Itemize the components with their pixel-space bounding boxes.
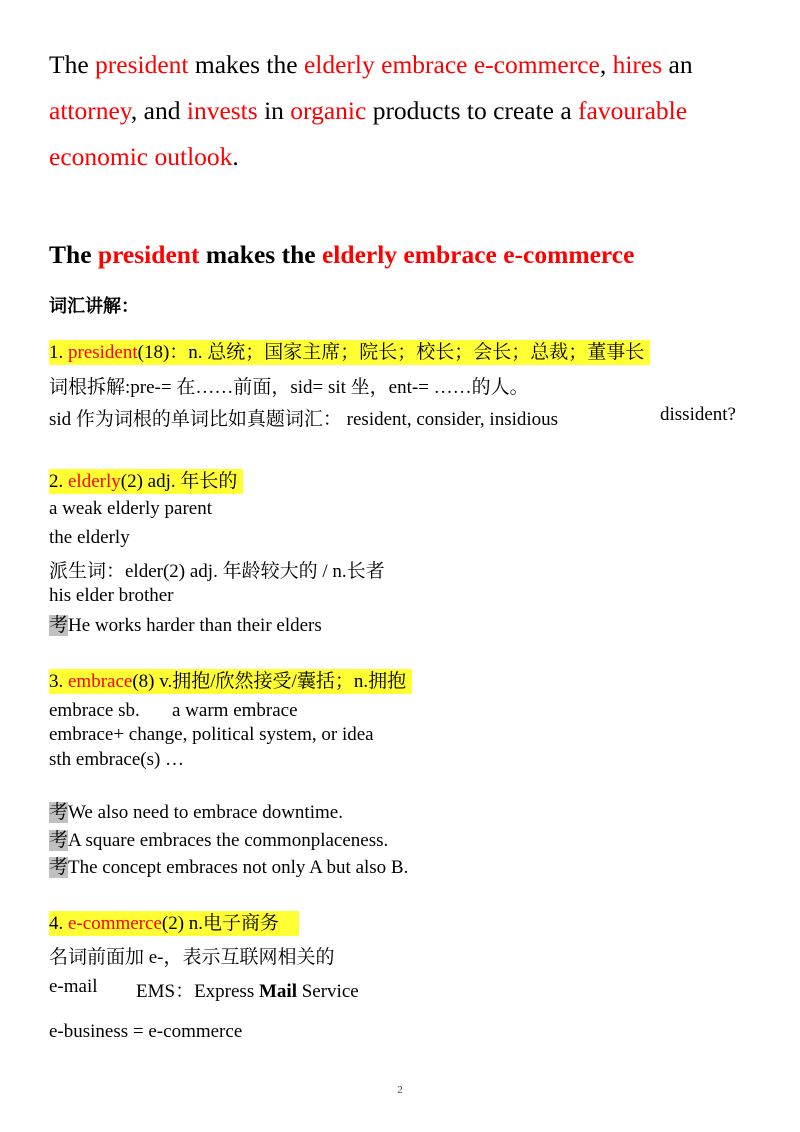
item-highlight [49,469,243,494]
exam-line [49,610,322,637]
intro-text: products to create a [366,96,579,125]
heading-keyword: elderly embrace e-commerce [321,240,635,269]
exam-marker: 考 [49,615,69,636]
item-elderly-title [49,466,243,493]
item-line: a weak elderly parent [49,498,212,519]
heading-keyword: president [97,240,200,269]
item-line: his elder brother [49,585,174,606]
exam-line [49,797,343,824]
exam-marker: 考 [49,802,69,823]
item-word: embrace [68,671,133,692]
page-number: 2 [397,1084,403,1096]
intro-line-1 [49,42,693,88]
item-highlight [49,911,299,936]
intro-text: makes the [188,50,304,79]
item-line: embrace sb. [49,700,140,721]
ems-emphasis: Mail [258,981,297,1002]
intro-text: , and [130,96,187,125]
heading-text: makes the [199,240,322,269]
item-line: 名词前面加 e-，表示互联网相关的 [49,947,335,968]
intro-text: . [232,142,239,171]
item-line: e-business = e-commerce [49,1021,243,1042]
ems-text: EMS：Express [136,981,259,1002]
item-definition: (8) v.拥抱/欣然接受/囊括；n.拥抱 [132,671,407,692]
intro-keyword: economic outlook [49,142,233,171]
intro-keyword: invests [186,96,258,125]
item-line: 词根拆解:pre-= 在……前面，sid= sit 坐，ent-= ……的人。 [49,377,529,398]
item-line: sth embrace(s) … [49,749,185,770]
intro-text: an [662,50,693,79]
intro-keyword: favourable [578,96,688,125]
exam-line [49,825,388,852]
vocab-label: 词汇讲解： [49,296,139,317]
item-number: 1. [49,342,68,363]
ems-text: Service [296,981,359,1002]
exam-sentence: He works harder than their elders [68,615,322,636]
item-line: dissident? [660,404,736,425]
item-line: e-mail [49,976,98,997]
item-embrace-title [49,666,412,693]
item-line: 派生词：elder(2) adj. 年龄较大的 / n.长者 [49,561,385,582]
item-line: a warm embrace [172,700,298,721]
intro-keyword: organic [290,96,367,125]
intro-text: , [599,50,613,79]
intro-keyword: attorney [49,96,131,125]
item-ecommerce-title [49,908,299,935]
item-number: 4. [49,913,68,934]
section-heading [49,240,634,270]
exam-sentence: We also need to embrace downtime. [68,802,343,823]
heading-text: The [49,240,98,269]
exam-sentence: A square embraces the commonplaceness. [68,830,389,851]
item-number: 3. [49,671,68,692]
item-highlight [49,669,412,694]
exam-marker: 考 [49,857,69,878]
exam-sentence: The concept embraces not only A but also B. [68,857,409,878]
ems-line [136,976,359,1003]
item-line: the elderly [49,527,130,548]
item-president-title [49,337,650,364]
intro-text: The [49,50,96,79]
intro-text: in [257,96,291,125]
exam-marker: 考 [49,830,69,851]
item-definition: (18)：n. 总统；国家主席；院长；校长；会长；总裁；董事长 [137,342,645,363]
item-word: e-commerce [68,913,162,934]
exam-line [49,852,408,879]
intro-keyword: president [95,50,189,79]
intro-line-2 [49,88,687,134]
item-definition: (2) n.电子商务 [161,913,280,934]
intro-keyword: elderly embrace e-commerce [303,50,600,79]
item-definition: (2) adj. 年长的 [120,471,238,492]
item-line: embrace+ change, political system, or idea [49,724,374,745]
item-word: president [68,342,138,363]
item-line: sid 作为词根的单词比如真题词汇： resident, consider, insidious [49,409,559,430]
item-number: 2. [49,471,68,492]
intro-line-3 [49,134,239,180]
item-word: elderly [68,471,121,492]
intro-keyword: hires [612,50,663,79]
item-highlight [49,340,650,365]
